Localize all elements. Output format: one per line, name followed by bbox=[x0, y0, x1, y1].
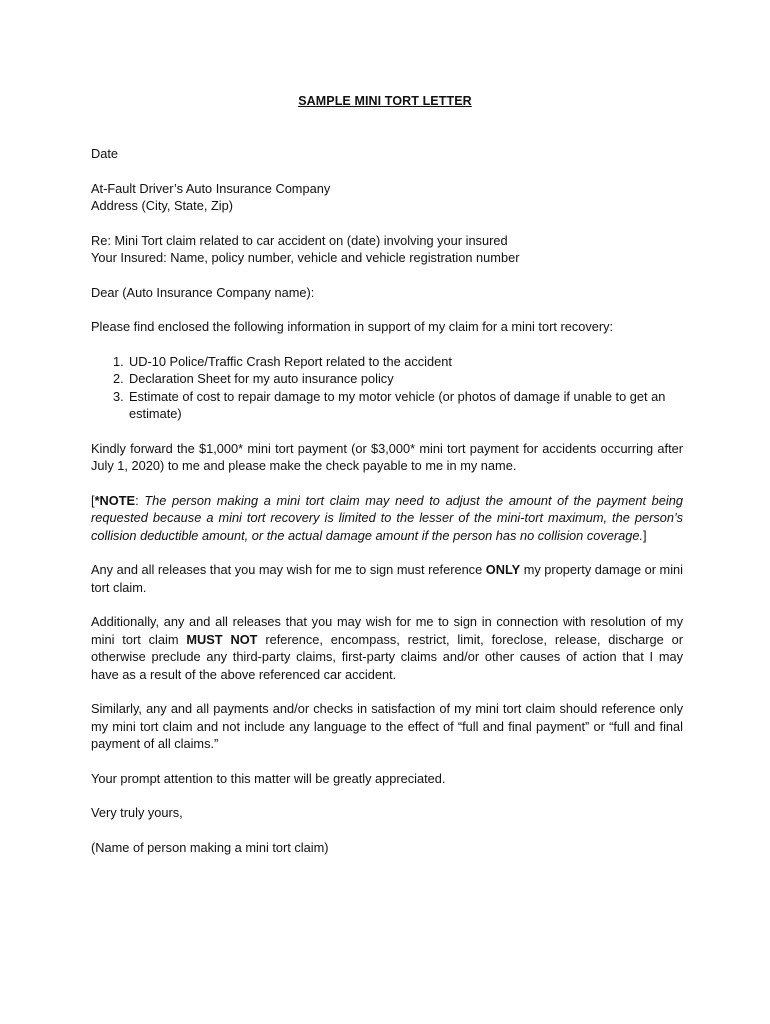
letter-body bbox=[91, 145, 683, 873]
additionally-emphasis: MUST NOT bbox=[186, 631, 258, 647]
list-number: 2. bbox=[113, 371, 124, 386]
note-open-bracket: [ bbox=[91, 492, 95, 508]
note-paragraph bbox=[91, 492, 683, 545]
prompt-attention-paragraph: Your prompt attention to this matter will be greatly appreciated. bbox=[91, 770, 446, 786]
payment-request-paragraph: Kindly forward the $1,000* mini tort payment (or $3,000* mini tort payment for accidents occurring after July 1, 2020) to me and please make the check payable to me in my name. bbox=[91, 440, 683, 473]
similarly-paragraph: Similarly, any and all payments and/or checks in satisfaction of my mini tort claim should reference only my mini tort claim and not include any language to the effect of “full and final payment” or “full and final payment of all claims.” bbox=[91, 701, 683, 751]
list-item bbox=[91, 353, 683, 371]
addressee-address: Address (City, State, Zip) bbox=[91, 198, 233, 213]
list-number: 1. bbox=[113, 353, 124, 369]
list-item-text: UD-10 Police/Traffic Crash Report related to the accident bbox=[129, 353, 452, 369]
list-number: 3. bbox=[113, 388, 124, 404]
date-line: Date bbox=[91, 146, 119, 161]
note-colon: : bbox=[135, 492, 145, 508]
re-line: Re: Mini Tort claim related to car accident on (date) involving your insured bbox=[91, 232, 508, 248]
salutation: Dear (Auto Insurance Company name): bbox=[91, 284, 315, 300]
note-text: The person making a mini tort claim may need to adjust the amount of the payment being requested because a mini tort recovery is limited to the lesser of the mini-tort maximum, the person’s collision deductible amount, or the actual damage amount if the person has no collision coverage. bbox=[91, 492, 683, 543]
note-label: *NOTE bbox=[94, 492, 136, 508]
list-item bbox=[91, 370, 683, 388]
insured-line: Your Insured: Name, policy number, vehicle and vehicle registration number bbox=[91, 250, 520, 265]
letter-title: SAMPLE MINI TORT LETTER bbox=[298, 94, 472, 108]
releases-paragraph bbox=[91, 561, 683, 596]
addressee-block bbox=[91, 180, 683, 215]
addressee-company: At-Fault Driver’s Auto Insurance Company bbox=[91, 180, 331, 196]
re-block bbox=[91, 232, 683, 267]
list-item-text: Estimate of cost to repair damage to my motor vehicle (or photos of damage if unable to get an estimate) bbox=[129, 388, 666, 421]
note-close-bracket: ] bbox=[643, 527, 647, 543]
additionally-text-after: reference, encompass, restrict, limit, foreclose, release, discharge or otherwise preclude any third-party claims, first-party claims and/or other causes of action that I may have as a result of the above referenced car accident. bbox=[91, 631, 683, 682]
enclosures-list bbox=[91, 353, 683, 423]
additionally-paragraph bbox=[91, 613, 683, 683]
signature-line: (Name of person making a mini tort claim) bbox=[91, 839, 329, 855]
intro-paragraph: Please find enclosed the following information in support of my claim for a mini tort recovery: bbox=[91, 319, 614, 334]
releases-text-before: Any and all releases that you may wish for me to sign must reference bbox=[91, 562, 486, 577]
list-item bbox=[91, 388, 683, 423]
releases-emphasis: ONLY bbox=[485, 562, 521, 577]
additionally-text-before: Additionally, any and all releases that you may wish for me to sign in connection with resolution of my mini tort claim bbox=[91, 614, 683, 647]
list-item-text: Declaration Sheet for my auto insurance policy bbox=[129, 371, 394, 386]
closing-line: Very truly yours, bbox=[91, 805, 183, 820]
releases-text-after: my property damage or mini tort claim. bbox=[91, 562, 684, 595]
